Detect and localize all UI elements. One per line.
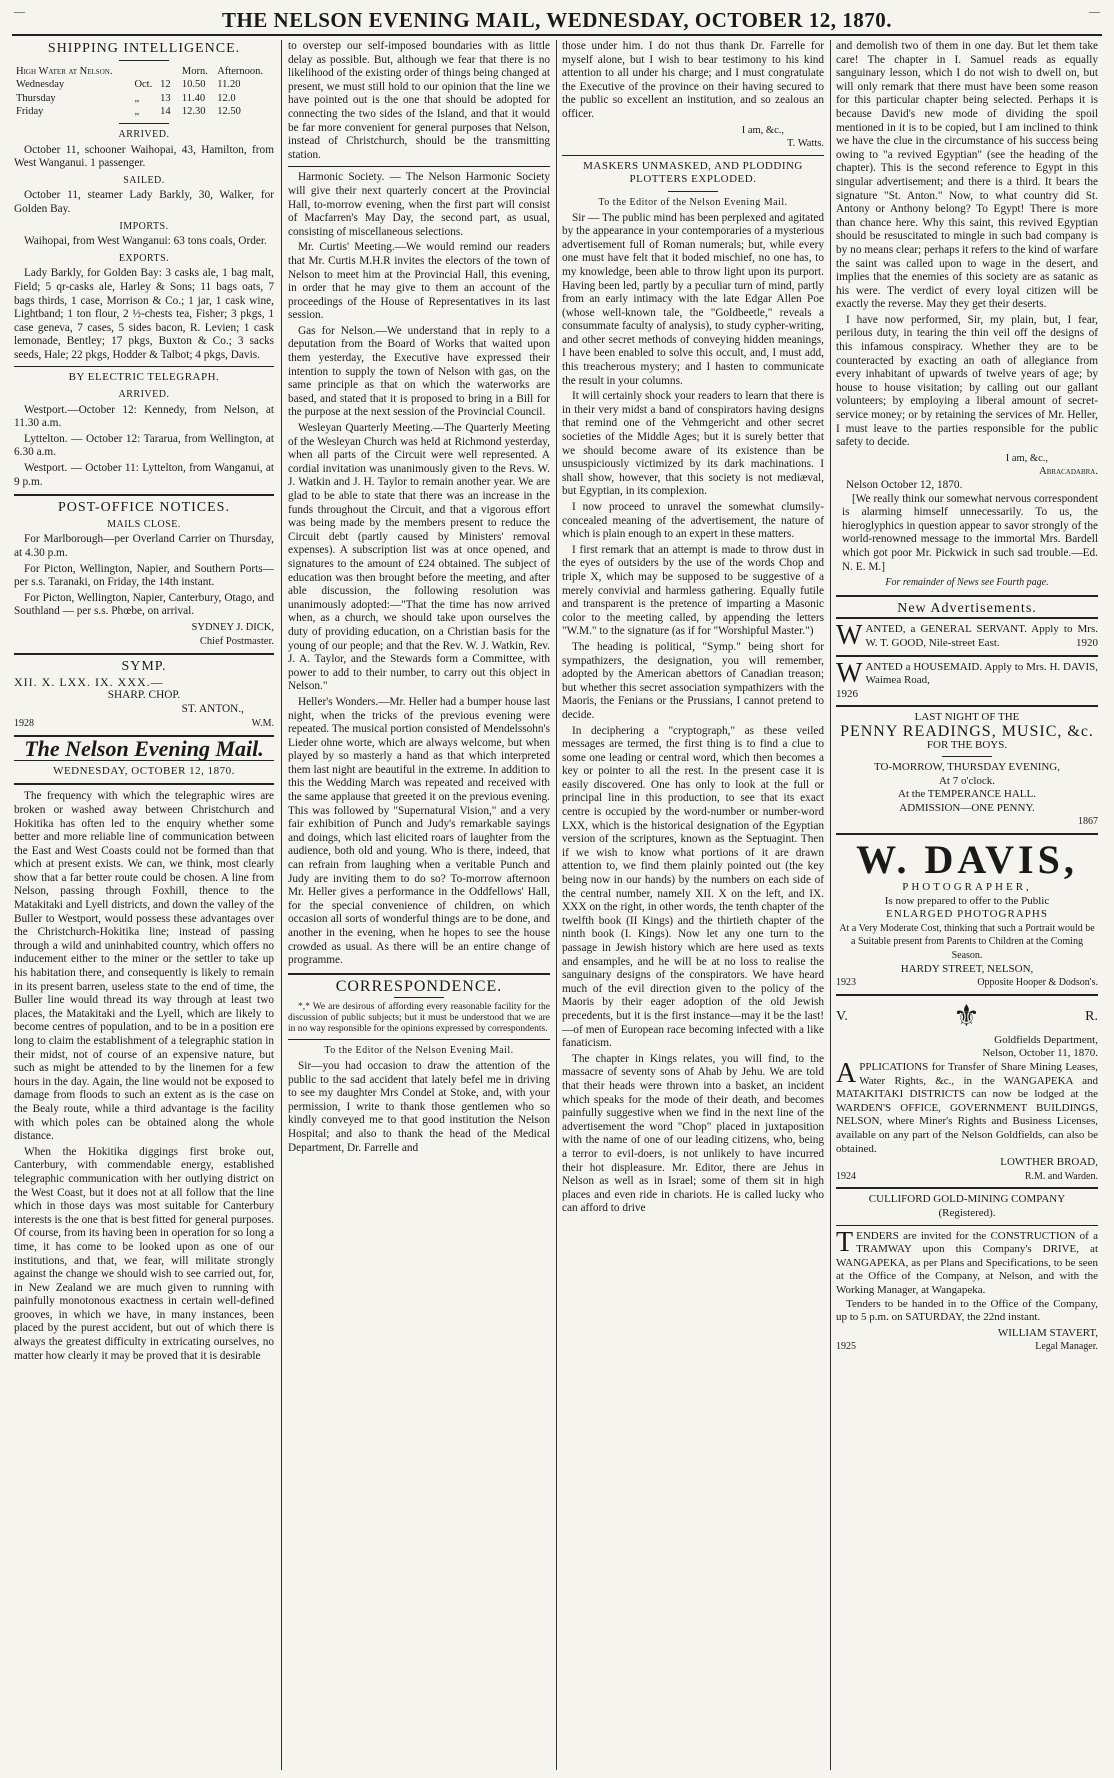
ad-line: HARDY STREET, NELSON,: [900, 962, 1034, 975]
ad-line: ADMISSION—ONE PENNY.: [899, 801, 1035, 814]
letter-paragraph: The heading is political, "Symp." being short for sympathizers, the designation, you will remember, adopted by the American abettors of Canadian treason; but whether this secret association sympathizers with the Maoris, the Fenians or the Prussians, I cannot pretend to decide.: [562, 640, 824, 721]
ad-housemaid: [836, 655, 1098, 706]
ad-line: ENLARGED PHOTOGRAPHS: [886, 908, 1048, 921]
ad-line: At the TEMPERANCE HALL.: [898, 788, 1036, 801]
masthead: [0, 0, 1114, 34]
post-heading: POST-OFFICE NOTICES.: [58, 500, 230, 516]
ad-text: PPLICATIONS for Transfer of Share Mining Leases, Water Rights, &c., in the WANGAPEKA and MATAKITAKI DISTRICTS can now be lodged at the WARDEN'S OFFICE, GOVERNMENT BUILDINGS, NELSON, where Miner's Rights and Business Licenses, available on any part of the Nelson Goldfields, can also be obtained.: [836, 1061, 1098, 1155]
news-item: Gas for Nelson.—We understand that in reply to a deputation from the Board of Works that waited upon them yesterday, the Executive have expressed their intention to supply the town of Nelson with gas, on the same principle as that on which the waterworks are based, and stated that it is proposed to bring in a Bill for the purpose at the next session of the Provincial Council.: [288, 324, 550, 419]
imports-heading: IMPORTS.: [119, 220, 169, 232]
exports-text: Lady Barkly, for Golden Bay: 3 casks ale, 1 bag malt, Field; 5 qr-casks ale, Harley & Sons; 11 bags oats, 7 bags thirds, 1 case, Morrison & Co.; 1 jar, 1 cask wine, Lightband; 1 ton flour, 2 ½-chests tea, Fisher; 3 pkgs, 1 case geneva, 7 cases, 5 sides bacon, R. Levien; 1 cask lemonade, Bentley; 17 pkgs, Buxton & Co.; 3 sacks seeds, Hale; 22 pkgs, Hodder & Talbot; 4 pkgs, Davis.: [14, 267, 274, 361]
divider: [942, 756, 992, 757]
paper-date: WEDNESDAY, OCTOBER 12, 1870.: [53, 764, 235, 777]
letter-paragraph: Sir — The public mind has been perplexed and agitated by the appearance in your contemporaries of a mysterious advertisement full of Roman numerals; but, while every one must have felt that it boded mischief, no one has, to my knowledge, been able to throw light upon its purport. Having been led, partly by a peculiar turn of mind, partly from an early intimacy with the late Edgar Allen Poe (whose well-known tale, the "Goldbeetle," reveals a consummate faculty of analysis), to study cypher-writing, and other secret methods of conveying hidden meanings, I have been enabled to solve this occult, and, I must add, this treacherous mystery; and I hasten to communicate the result in your columns.: [562, 211, 824, 387]
royal-crest-icon: ⚜: [953, 999, 980, 1033]
ad-line: Legal Manager.: [1035, 1341, 1098, 1353]
ad-number: 1923: [836, 977, 856, 989]
ad-number: 1926: [836, 687, 858, 700]
divider: [14, 783, 274, 785]
masthead-rule: [12, 34, 1102, 36]
column-3: [562, 40, 824, 1770]
ad-culliford: [836, 1187, 1098, 1358]
column-divider: [556, 40, 557, 1770]
letter-dateline: Nelson October 12, 1870.: [846, 479, 963, 491]
masthead-right-mark: —: [1089, 6, 1100, 18]
divider: [394, 997, 444, 998]
sailed-text: October 11, steamer Lady Barkly, 30, Walker, for Golden Bay.: [14, 189, 274, 215]
ad-heading: CULLIFORD GOLD-MINING COMPANY: [868, 1193, 1066, 1206]
drop-cap: A: [836, 1058, 857, 1089]
news-item: Mr. Curtis' Meeting.—We would remind our readers that Mr. Curtis M.H.R invites the electors of the town of Nelson to meet him at the Provincial Hall, this evening, in order that he may give to them an account of the proceedings of the House of Representatives in its last session.: [288, 241, 550, 322]
ad-line: Is now prepared to offer to the Public: [884, 894, 1050, 907]
divider: [119, 123, 169, 124]
ad-line: LAST NIGHT OF THE: [914, 711, 1020, 724]
ad-v: V.: [836, 1009, 848, 1025]
arrived-heading: ARRIVED.: [118, 128, 170, 140]
post-sub: MAILS CLOSE.: [107, 518, 181, 530]
afternoon-header: Afternoon.: [217, 65, 264, 77]
ad-photographer: [836, 833, 1098, 994]
maskers-heading: MASKERS UNMASKED, AND PLODDING PLOTTERS EXPLODED.: [583, 159, 803, 186]
divider: [14, 366, 274, 367]
ad-line: FOR THE BOYS.: [926, 738, 1008, 751]
letter-paragraph: I have now performed, Sir, my plain, but, I fear, perilous duty, in tearing the thin veil off the designs of this infamous conspiracy. Whether they are to be counteracted by exacting an oath of allegiance from every inhabitant of upwards of twelve years of age; by house to house visitation; by calling out our gallant volunteers; by employing a liberal amount of secret-service money; or by retaining the services of Mr. Heller, I must leave to the parties responsible for the public safety to decide.: [836, 313, 1098, 449]
letter-paragraph: I now proceed to unravel the somewhat clumsily-concealed meaning of the advertisement, the nature of which is plain enough to an expert in these matters.: [562, 501, 824, 541]
newspaper-masthead-title: THE NELSON EVENING MAIL, WEDNESDAY, OCTOBER 12, 1870.: [221, 8, 893, 32]
ad-penny-readings: [836, 705, 1098, 833]
ad-text: ENDERS are invited for the CONSTRUCTION of a TRAMWAY upon this Company's DRIVE, at WANGAPEKA, as per Plans and Specifications, to be seen at the Office of the Company, at Nelson, and with the Working Manager, at Wangapeka.: [836, 1229, 1098, 1296]
post-line: For Marlborough—per Overland Carrier on Thursday, at 4.30 p.m.: [14, 533, 274, 559]
news-item: Wesleyan Quarterly Meeting.—The Quarterly Meeting of the Wesleyan Church was held at Richmond yesterday, when all parts of the Circuit were well represented. A cordial invitation was unanimously given to the Revs. W. J. Watkin and J. H. Taylor to remain another year. We are glad to be able to state that there was an increase in the funds throughout the Circuit, and that a vigorous effort was being made by the members present to reduce the Circuit debt (partly caused by Ministers' removal expenses). A subscription list was at once opened, and signatures to the amount of £24 obtained. The subject of education was then brought before the meeting, and after able discussion, the following resolution was unanimously adopted:—"That the time has now arrived when, as a church, we should take upon ourselves the duty of providing education, on a Christian basis for the young of our people; and that the Rev. W. J. Watkin, Rev. J. A. Taylor, and the Stewards form a Committee, with power to add to their number, to carry out this object in Nelson.": [288, 422, 550, 693]
ad-servant: [836, 617, 1098, 654]
remainder-note: For remainder of News see Fourth page.: [885, 577, 1049, 589]
ad-line: PENNY READINGS, MUSIC, &c.: [840, 722, 1094, 740]
letter-signer: T. Watts.: [787, 138, 824, 150]
divider: [562, 155, 824, 156]
letter-paragraph: In deciphering a "cryptograph," as these veiled messages are termed, the first thing is to find a clue to some one leading or central word, which then becomes a key or pointer to all the rest. In the present case it is easily discovered. One has only to look at the full or principal line in this production, to see that its exact centre is occupied by the word-number or number-word LXX, which is the historical designation of the Egyptian version of the scriptures, known as the Septuagint. Then if we wish to know what portions of it are drawn attention to, we find them plainly pointed out (the key being now in our hands) by the numbers on each side of the central number, namely XII. X on the left, and IX. XXX on the right, in other words, the tenth chapter of the twelfth book (II Kings) and the thirtieth chapter of the ninth book (I. Kings). Now let any one turn to the passage in Jewish history which are here used as texts and ensamples, and he will be at no loss to realise the sanguinary designs of the conspirators. We have heard much of the evil direction given to the policy of the Maoris by their eager adoption of the old Jewish precedents, but it is the first instance—may it be the last!—of men of European race becoming infected with a like fanaticism.: [562, 724, 824, 1050]
paper-name-logo: The Nelson Evening Mail.: [24, 736, 264, 762]
divider: [14, 494, 274, 496]
telegraph-heading: BY ELECTRIC TELEGRAPH.: [68, 371, 220, 384]
ad-goldfields: [836, 994, 1098, 1188]
letter-signer: Abracadabra.: [1039, 466, 1098, 478]
arrived-text: October 11, schooner Waihopai, 43, Hamilton, from West Wanganui. 1 passenger.: [14, 143, 274, 170]
ad-line: PHOTOGRAPHER,: [902, 881, 1032, 894]
symp-line1: XII. X. LXX. IX. XXX.—: [14, 674, 164, 689]
ad-subheading: (Registered).: [938, 1206, 996, 1219]
ad-number: 1925: [836, 1341, 856, 1353]
ad-text: ANTED a HOUSEMAID. Apply to Mrs. H. DAVIS, Waimea Road,: [865, 660, 1098, 687]
column-divider: [830, 40, 831, 1770]
ad-number: 1867: [1078, 816, 1098, 828]
shipping-heading: SHIPPING INTELLIGENCE.: [47, 41, 241, 56]
column-divider: [281, 40, 282, 1770]
symp-line3: ST. ANTON.,: [181, 702, 244, 715]
letter-continued: those under him. I do not thus thank Dr. Farrelle for myself alone, but I wish to bear testimony to his kind attention to all under his charge; and I must congratulate the Executive of the province on their having secured to the public so excellent an institution, and so zealous an officer.: [562, 40, 824, 120]
symp-number: 1928: [14, 717, 34, 729]
divider: [288, 166, 550, 167]
letter-sign-off: I am, &c.,: [741, 124, 784, 136]
drop-cap: T: [836, 1226, 854, 1258]
ad-line: TO-MORROW, THURSDAY EVENING,: [874, 761, 1060, 774]
ad-line: Goldfields Department,: [994, 1033, 1098, 1046]
symp-wm: W.M.: [251, 717, 274, 729]
divider: [836, 1225, 1098, 1226]
ad-line: Opposite Hooper & Dodson's.: [977, 977, 1098, 989]
table-row: Friday „ 14 12.30 12.50: [16, 106, 241, 118]
ad-line: R.M. and Warden.: [1024, 1170, 1098, 1182]
sailed-heading: SAILED.: [123, 174, 165, 186]
telegraph-line: Westport.—October 12: Kennedy, from Nelson, at 11.30 a.m.: [14, 403, 274, 430]
news-item: Heller's Wonders.—Mr. Heller had a bumper house last night, when the tricks of the previous evening were repeated. The musical portion consisted of Mendelssohn's Lieder ohne worte, which are always welcome, but when played by so masterly a hand as that which interpreted them last night are beautiful in the extreme. In addition to this the Wedding March was repeated and received with the same applause that greeted it on the previous evening. This was followed by "Supernatural Vision," and a very fair exhibition of Punch and Judy's remarkable sayings and doings, which last elicited roars of laughter from the audience, both old and young. Who is there, indeed, that can refrain from laughing when a veritable Punch and Judy are inviting them to do so? To-morrow afternoon Mr. Heller gives a performance in the Oddfellows' Hall, for the special convenience of children, on which occasion all sorts of wonderful things are to be done, and another in the evening, when he hopes to see the house crowded as usual. As there will be an entire change of programme.: [288, 695, 550, 967]
divider: [119, 60, 169, 61]
ad-line: At 7 o'clock.: [938, 774, 996, 787]
divider: [668, 191, 718, 192]
news-item: Harmonic Society. — The Nelson Harmonic Society will give their next quarterly concert at the Provincial Hall, to-morrow evening, when the first part will consist of Macfarren's May Day, the second part, as usual, consisting of miscellaneous selections.: [288, 171, 550, 238]
column-1: [14, 40, 274, 1770]
post-line: For Picton, Wellington, Napier, and Southern Ports—per s.s. Taranaki, on Friday, the 14th instant.: [14, 562, 274, 589]
exports-heading: EXPORTS.: [118, 252, 170, 264]
telegraph-line: Westport. — October 11: Lyttelton, from Wanganui, at 9 p.m.: [14, 462, 274, 488]
to-editor: To the Editor of the Nelson Evening Mail.: [598, 196, 788, 208]
drop-cap: W: [836, 620, 863, 652]
telegraph-arrived: ARRIVED.: [118, 389, 170, 401]
ad-line: LOWTHER BROAD,: [1000, 1156, 1098, 1169]
morn-header: Morn.: [181, 65, 208, 77]
divider: [288, 1039, 550, 1040]
ad-number: 1920: [1076, 636, 1098, 649]
post-signer: SYDNEY J. DICK,: [191, 621, 274, 633]
masthead-left-mark: —: [14, 6, 25, 18]
editor-note: [We really think our somewhat nervous correspondent is alarming himself unnecessarily. To us, the hieroglyphics in question appear to savor strongly of the world-renowned message to the immortal Mrs. Bardell which got poor Mr. Pickwick in such sad trouble.—Ed. N. E. M.]: [842, 492, 1098, 573]
ads-heading: New Advertisements.: [897, 600, 1037, 616]
letter-paragraph: Sir—you had occasion to draw the attention of the public to the sad accident that lately befel me in driving to see my daughter Mrs Condel at Stoke, and, with your permission, I write to thank those gentlemen who so kindly conveyed me to that good institution the Nelson Hospital; and also to thank the head of the Medical Department, Dr. Farrelle and: [288, 1059, 550, 1154]
column-2: [288, 40, 550, 1770]
leader-paragraph: When the Hokitika diggings first broke out, Canterbury, with commendable energy, established telegraphic communication with her outlying district on the West Coast, but it does not at all follow that the line which in those days was most suitable for Canterbury interests is the one that is best fitted for general purposes. Of course, from its having been in operation for so long a time, it has come to be looked upon as one of our institutions, and that, we fear, will militate strongly against the change we should wish to see carried out, for, in New Zealand we are much given to running with painfully monotonous exactness in certain well-defined grooves, in which we have, in many instances, been placed by the purest accident, but out of which there is always the greatest difficulty in extricating ourselves, no matter how clearly it may be proved that it is desirable: [14, 1145, 274, 1362]
ad-r: R.: [1085, 1009, 1098, 1025]
letter-paragraph: I first remark that an attempt is made to throw dust in the eyes of outsiders by the use of the words Chop and triple X, which may be supposed to be suggestive of a merely convivial and harmless gathering. Equally futile and transparent is the pretence of imparting a Masonic color to the meeting called, by appending the letters "W.M." to the signature (as if for "Worshipful Master."): [562, 543, 824, 638]
to-editor: To the Editor of the Nelson Evening Mail.: [324, 1045, 514, 1057]
leader-paragraph: The frequency with which the telegraphic wires are broken or washed away between Christchurch and Hokitika has often led to the enquiry whether some better and more reliable line of communication between the East and West Coasts could not be formed than that which at present exists. We can, we think, most clearly show that a far better route could be chosen. A line from Nelson, passing through Foxhill, thence to the Matakitaki and Lyell districts, and down the valley of the Buller to Westport, would possess these advantages over the Christchurch-Hokitika line; instead of passing through a wild and uninhabited country, which offers no inducement either to the miner or the settler to take up his habitation there, and consequently is likely to remain in its present barren, useless state to the end of time, the Buller line would thread its way through at least two places, the Matakitaki and the Lyell, which are likely to become centres of population, and to be in a position ere long to claim the establishment of a telegraphic station in their midst, not of course of an expensive nature, but such as might be attended to by the linemen for a few hours in the day. Again, the line would not be exposed to damage from floods to such an extent as is the case on the Bealy route, while a third advantage is the facility with which poles can be obtained along the whole distance.: [14, 790, 274, 1143]
ad-line: At a Very Moderate Cost, thinking that such a Portrait would be a Suitable present from Parents to Children at the Coming Season.: [839, 922, 1095, 962]
column-4: [836, 40, 1098, 1770]
symp-heading: SYMP.: [121, 659, 167, 675]
correspondence-heading: CORRESPONDENCE.: [335, 977, 503, 995]
high-water-label: High Water at Nelson.: [16, 65, 113, 77]
ad-line: WILLIAM STAVERT,: [997, 1326, 1098, 1339]
letter-continued: and demolish two of them in one day. But let them take care! The chapter in I. Samuel reads as equally sanguinary lesson, which I do not wish to dwell on, but will only remark that there must have been some reason for this particular chapter being selected. Perhaps it is because David's new mode of dividing the spoil mentioned in it is to be copied, but I am inclined to think we have the clue in the circumstance of his success being owing to "a revived Egyptian" (see the heading of the chapter). This is the second reference to Egypt in this singular advertisement; and there is a third. It bears the signature "St. Anton." Now, to what country did St. Antony or Anthony belong? To Egypt! There is more than chance here. Why this saint, this revived Egyptian should be resuscitated to mingle in such bad company is by no means clear; perhaps it refers to the kind of warfare the saint was called upon to wage in the desert, and implies that the enemies of this society are as satanic as his were. The verdict of every loyal citizen will be exactly the reverse. May they get their deserts.: [836, 40, 1098, 311]
telegraph-line: Lyttelton. — October 12: Tararua, from Wellington, at 6.30 a.m.: [14, 432, 274, 459]
drop-cap: W: [836, 657, 863, 689]
tides-table: [14, 65, 274, 119]
ad-number: 1924: [836, 1170, 856, 1182]
letter-sign-off: I am, &c.,: [1005, 452, 1048, 464]
divider: [288, 973, 550, 975]
correspondence-notice: *,* We are desirous of affording every reasonable facility for the discussion of public subjects; but it must be understood that we are in no way responsible for the opinions expressed by correspondents.: [288, 1002, 550, 1035]
post-signer-title: Chief Postmaster.: [199, 635, 274, 647]
table-row: Wednesday Oct. 12 10.50 11.20: [16, 79, 241, 91]
letter-paragraph: The chapter in Kings relates, you will find, to the massacre of seventy sons of Ahab by Jehu. We are told that their heads were thrown into a basket, an incident which speaks for the mode of their death, and becomes painfully suggestive when we find in the next line of the advertisement the word "Chop" placed in juxtaposition with the name of one of our leading citizens, who, being a terror to evil-doers, is not unlikely to have incurred their hot displeasure. Mr. Editor, there are Jehus in Nelson as well as in Israel; some of them sit in high places and even ride in chariots. He is called lucky who can afford to drive: [562, 1052, 824, 1215]
leader-continued: to overstep our self-imposed boundaries with as little delay as possible. But, although we fear that there is no likelihood of the existing order of things being changed at present, we must still hold to our opinion that the line we have pointed out is the one that should be adopted for connecting the two sides of the Island, and that it would be far more convenient for general purposes that Nelson, instead of Christchurch, should be the transmitting station.: [288, 40, 550, 161]
imports-text: Waihopai, from West Wanganui: 63 tons coals, Order.: [24, 235, 267, 248]
letter-paragraph: It will certainly shock your readers to learn that there is in their very midst a band of conspirators having designs that remind one of the Vehmgericht and other secret societies of the Middle Ages; but it is surely better that we should become aware of its existence than be unsuspiciously victimized by its dark machinations. I shall show, however, that this society is not mediæval, but Egyptian, in its complexion.: [562, 390, 824, 498]
table-row: Thursday „ 13 11.40 12.0: [16, 92, 236, 104]
ad-text: Tenders to be handed in to the Office of the Company, up to 5 p.m. on SATURDAY, the 22nd instant.: [836, 1297, 1098, 1324]
ad-text: ANTED, a GENERAL SERVANT. Apply to Mrs. W. T. GOOD, Nile-street East.: [865, 623, 1098, 649]
divider: [836, 595, 1098, 597]
ad-line: Nelson, October 11, 1870.: [982, 1047, 1098, 1060]
post-line: For Picton, Wellington, Napier, Canterbury, Otago, and Southland — per s.s. Phœbe, on arrival.: [14, 591, 274, 618]
divider: [14, 653, 274, 655]
ad-photographer-name: W. DAVIS,: [856, 837, 1078, 883]
symp-line2: SHARP. CHOP.: [107, 689, 181, 702]
